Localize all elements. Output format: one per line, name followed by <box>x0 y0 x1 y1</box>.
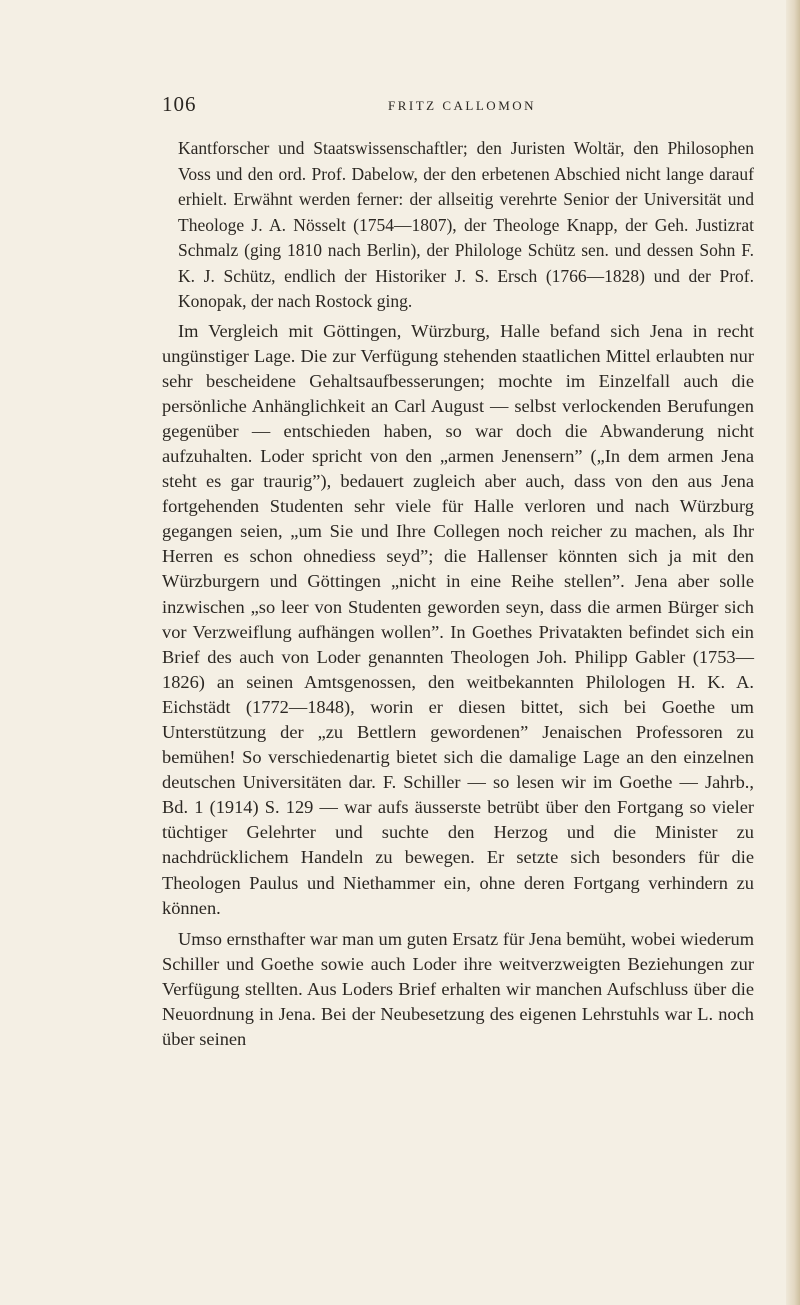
running-head: FRITZ CALLOMON <box>388 98 537 113</box>
page-edge-shadow <box>786 0 800 1305</box>
page-header <box>162 92 754 118</box>
paragraph-2: Im Vergleich mit Göttingen, Würzburg, Halle befand sich Jena in recht ungünstiger Lage. Die zur Verfügung stehenden staatlichen Mittel erlaubten nur sehr bescheidene Gehaltsaufbesserungen; mochte im Einzelfall auch die persönliche Anhänglichkeit an Carl August — selbst verlockenden Berufungen gegenüber — entschieden haben, so war doch die Abwanderung nicht aufzuhalten. Loder spricht von den „armen Jenensern” („In dem armen Jena steht es gar traurig”), bedauert zugleich aber auch, dass von den aus Jena fortgehenden Studenten sehr viele für Halle verloren und nach Würzburg gegangen seien, „um Sie und Ihre Collegen noch reicher zu machen, als Ihr Herren es schon ohnediess seyd”; die Hallenser könnten sich ja mit den Würzburgern und Göttingen „nicht in eine Reihe stellen”. Jena aber solle inzwischen „so leer von Studenten geworden seyn, dass die armen Bürger sich vor Verzweiflung aufhängen wollen”. In Goethes Privatakten befindet sich ein Brief des auch von Loder genannten Theologen Joh. Philipp Gabler (1753—1826) an seinen Amtsgenossen, den weitbekannten Philologen H. K. A. Eichstädt (1772—1848), worin er diesen bittet, sich bei Goethe um Unterstützung der „zu Bettlern gewordenen” Jenaischen Professoren zu bemühen! So verschiedenartig bietet sich die damalige Lage an den einzelnen deutschen Universitäten dar. F. Schiller — so lesen wir im Goethe — Jahrb., Bd. 1 (1914) S. 129 — war aufs äusserste betrübt über den Fortgang so vieler tüchtiger Gelehrter und suchte den Herzog und die Minister zu nachdrücklichem Handeln zu bewegen. Er setzte sich besonders für die Theologen Paulus und Niethammer ein, ohne deren Fortgang verhindern zu können. <box>162 320 754 918</box>
paragraph-3: Umso ernsthafter war man um guten Ersatz für Jena bemüht, wobei wiederum Schiller und Goethe sowie auch Loder ihre weitverzweigten Beziehungen zur Verfügung stellten. Aus Loders Brief erhalten wir manchen Aufschluss über die Neuordnung in Jena. Bei der Neubesetzung des eigenen Lehrstuhls war L. noch über seinen <box>162 928 754 1050</box>
page-number: 106 <box>162 92 197 116</box>
body-text <box>162 136 754 1052</box>
paragraph-1: Kantforscher und Staatswissenschaftler; den Juristen Woltär, den Philosophen Voss und den ord. Prof. Dabelow, der den erbetenen Abschied nicht lange darauf erhielt. Erwähnt werden ferner: der allseitig verehrte Senior der Universität und Theologe J. A. Nösselt (1754—1807), der Theologe Knapp, der Geh. Justizrat Schmalz (ging 1810 nach Berlin), der Philologe Schütz sen. und dessen Sohn F. K. J. Schütz, endlich der Historiker J. S. Ersch (1766—1828) und der Prof. Konopak, der nach Rostock ging. <box>178 138 754 311</box>
